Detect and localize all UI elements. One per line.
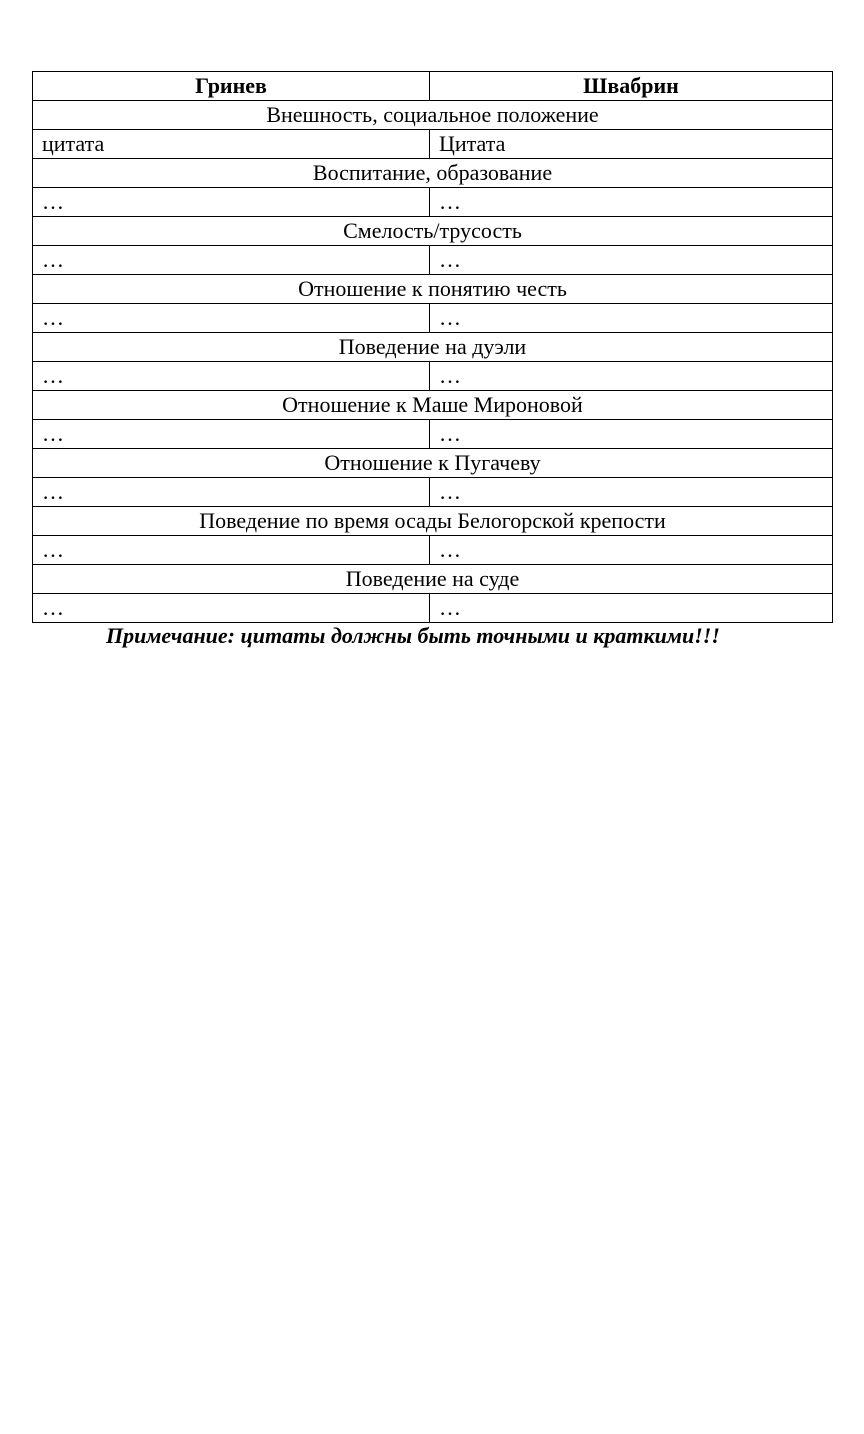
section-row [33,275,833,304]
table-row [33,304,833,333]
section-title: Внешность, социальное положение [33,101,833,130]
grinev-cell: … [33,362,430,391]
grinev-cell: цитата [33,130,430,159]
shvabrin-cell: … [430,536,833,565]
comparison-table [32,71,833,623]
shvabrin-cell: … [430,594,833,623]
section-title: Воспитание, образование [33,159,833,188]
table-row [33,536,833,565]
shvabrin-cell: … [430,188,833,217]
grinev-cell: … [33,420,430,449]
shvabrin-cell: … [430,420,833,449]
grinev-cell: … [33,536,430,565]
section-row [33,565,833,594]
grinev-cell: … [33,304,430,333]
header-shvabrin: Швабрин [430,72,833,101]
section-title: Смелость/трусость [33,217,833,246]
section-title: Поведение на дуэли [33,333,833,362]
grinev-cell: … [33,478,430,507]
shvabrin-cell: Цитата [430,130,833,159]
table-row [33,594,833,623]
table-header-row [33,72,833,101]
section-title: Поведение на суде [33,565,833,594]
section-title: Отношение к понятию честь [33,275,833,304]
section-row [33,333,833,362]
table-row [33,362,833,391]
note-text: Примечание: цитаты должны быть точными и краткими!!! [106,623,720,648]
grinev-cell: … [33,594,430,623]
section-row [33,391,833,420]
grinev-cell: … [33,188,430,217]
shvabrin-cell: … [430,362,833,391]
grinev-cell: … [33,246,430,275]
shvabrin-cell: … [430,246,833,275]
section-title: Отношение к Маше Мироновой [33,391,833,420]
document-page [32,71,832,623]
header-grinev: Гринев [33,72,430,101]
section-row [33,217,833,246]
table-row [33,188,833,217]
shvabrin-cell: … [430,304,833,333]
section-row [33,101,833,130]
section-row [33,159,833,188]
table-row [33,420,833,449]
table-row [33,130,833,159]
section-row [33,507,833,536]
shvabrin-cell: … [430,478,833,507]
table-row [33,246,833,275]
section-row [33,449,833,478]
table-row [33,478,833,507]
section-title: Поведение по время осады Белогорской крепости [33,507,833,536]
section-title: Отношение к Пугачеву [33,449,833,478]
